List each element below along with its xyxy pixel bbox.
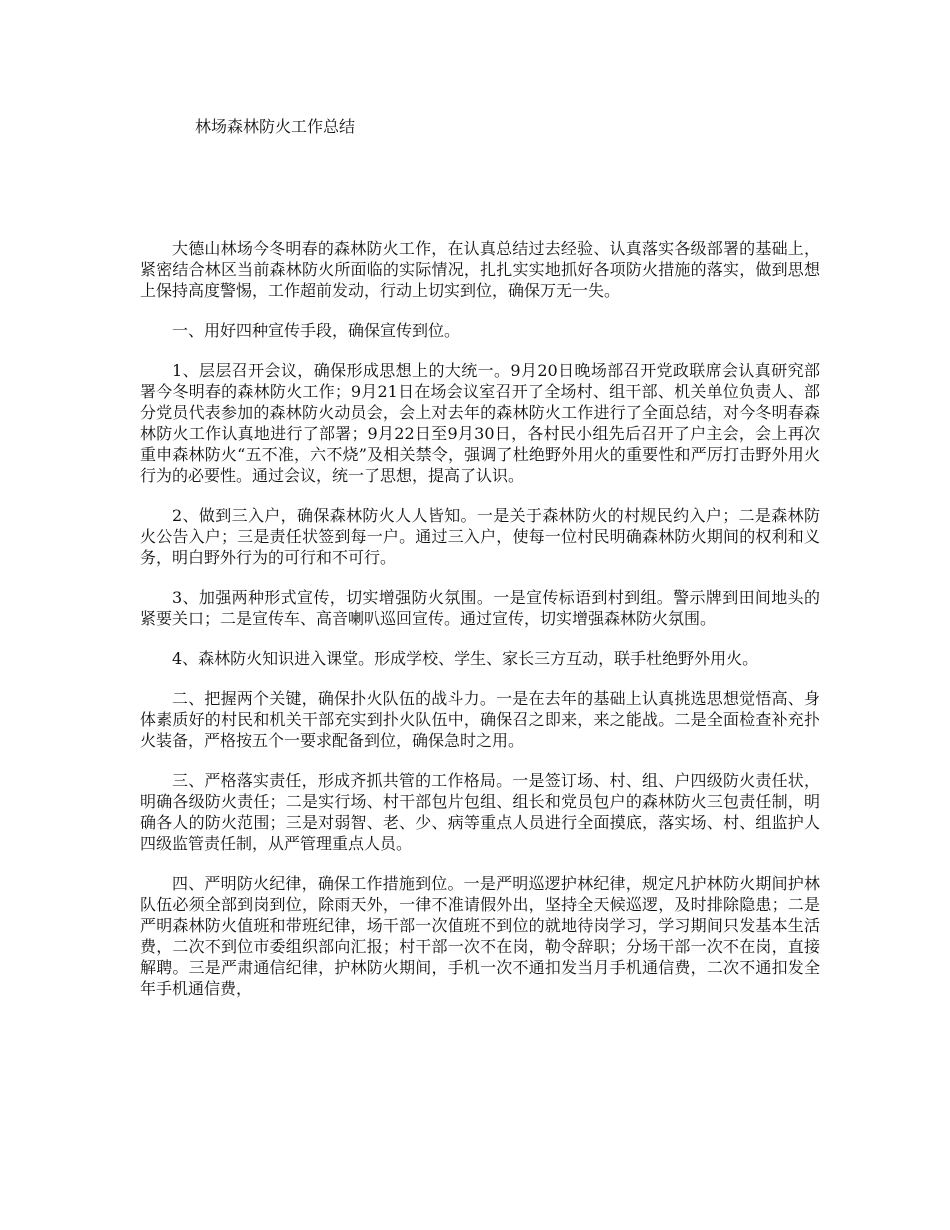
paragraph-item-4: 4、森林防火知识进入课堂。形成学校、学生、家长三方互动，联手杜绝野外用火。 (172, 649, 759, 668)
document-body (140, 238, 820, 1018)
paragraph-intro: 大德山林场今冬明春的森林防火工作，在认真总结过去经验、认真落实各级部署的基础上，紧密结合林区当前森林防火所面临的实际情况，扎扎实实地抓好各项防火措施的落实，做到思想上保持高度警惕，工作超前发动，行动上切实到位，确保万无一失。 (140, 239, 820, 300)
document-title: 林场森林防火工作总结 (195, 117, 356, 136)
paragraph-section-3: 三、严格落实责任，形成齐抓共管的工作格局。一是签订场、村、组、户四级防火责任状，明确各级防火责任；二是实行场、村干部包片包组、组长和党员包户的森林防火三包责任制，明确各人的防火范围；三是对弱智、老、少、病等重点人员进行全面摸底，落实场、村、组监护人四级监管责任制，从严管理重点人员。 (140, 771, 820, 853)
paragraph-item-3: 3、加强两种形式宣传，切实增强防火氛围。一是宣传标语到村到组。警示牌到田间地头的紧要关口；二是宣传车、高音喇叭巡回宣传。通过宣传，切实增强森林防火氛围。 (140, 588, 820, 628)
paragraph-section-2: 二、把握两个关键，确保扑火队伍的战斗力。一是在去年的基础上认真挑选思想觉悟高、身体素质好的村民和机关干部充实到扑火队伍中，确保召之即来，来之能战。二是全面检查补充扑火装备，严格按五个一要求配备到位，确保急时之用。 (140, 689, 820, 750)
paragraph-item-1: 1、层层召开会议，确保形成思想上的大统一。9月20日晚场部召开党政联席会认真研究部署今冬明春的森林防火工作；9月21日在场会议室召开了全场村、组干部、机关单位负责人、部分党员代表参加的森林防火动员会，会上对去年的森林防火工作进行了全面总结，对今冬明春森林防火工作认真地进行了部署；9月22日至9月30日，各村民小组先后召开了户主会，会上再次重申森林防火“五不准，六不烧”及相关禁令，强调了杜绝野外用火的重要性和严厉打击野外用火行为的必要性。通过会议，统一了思想，提高了认识。 (140, 361, 820, 485)
paragraph-section-1-heading: 一、用好四种宣传手段，确保宣传到位。 (172, 321, 461, 340)
paragraph-section-4: 四、严明防火纪律，确保工作措施到位。一是严明巡逻护林纪律，规定凡护林防火期间护林队伍必须全部到岗到位，除雨天外，一律不准请假外出，坚持全天候巡逻，及时排除隐患；二是严明森林防火值班和带班纪律，场干部一次值班不到位的就地待岗学习，学习期间只发基本生活费，二次不到位市委组织部向汇报；村干部一次不在岗，勒令辞职；分场干部一次不在岗，直接解聘。三是严肃通信纪律，护林防火期间，手机一次不通扣发当月手机通信费，二次不通扣发全年手机通信费， (140, 874, 820, 998)
paragraph-item-2: 2、做到三入户，确保森林防火人人皆知。一是关于森林防火的村规民约入户；二是森林防火公告入户；三是责任状签到每一户。通过三入户，使每一位村民明确森林防火期间的权利和义务，明白野外行为的可行和不可行。 (140, 506, 820, 567)
